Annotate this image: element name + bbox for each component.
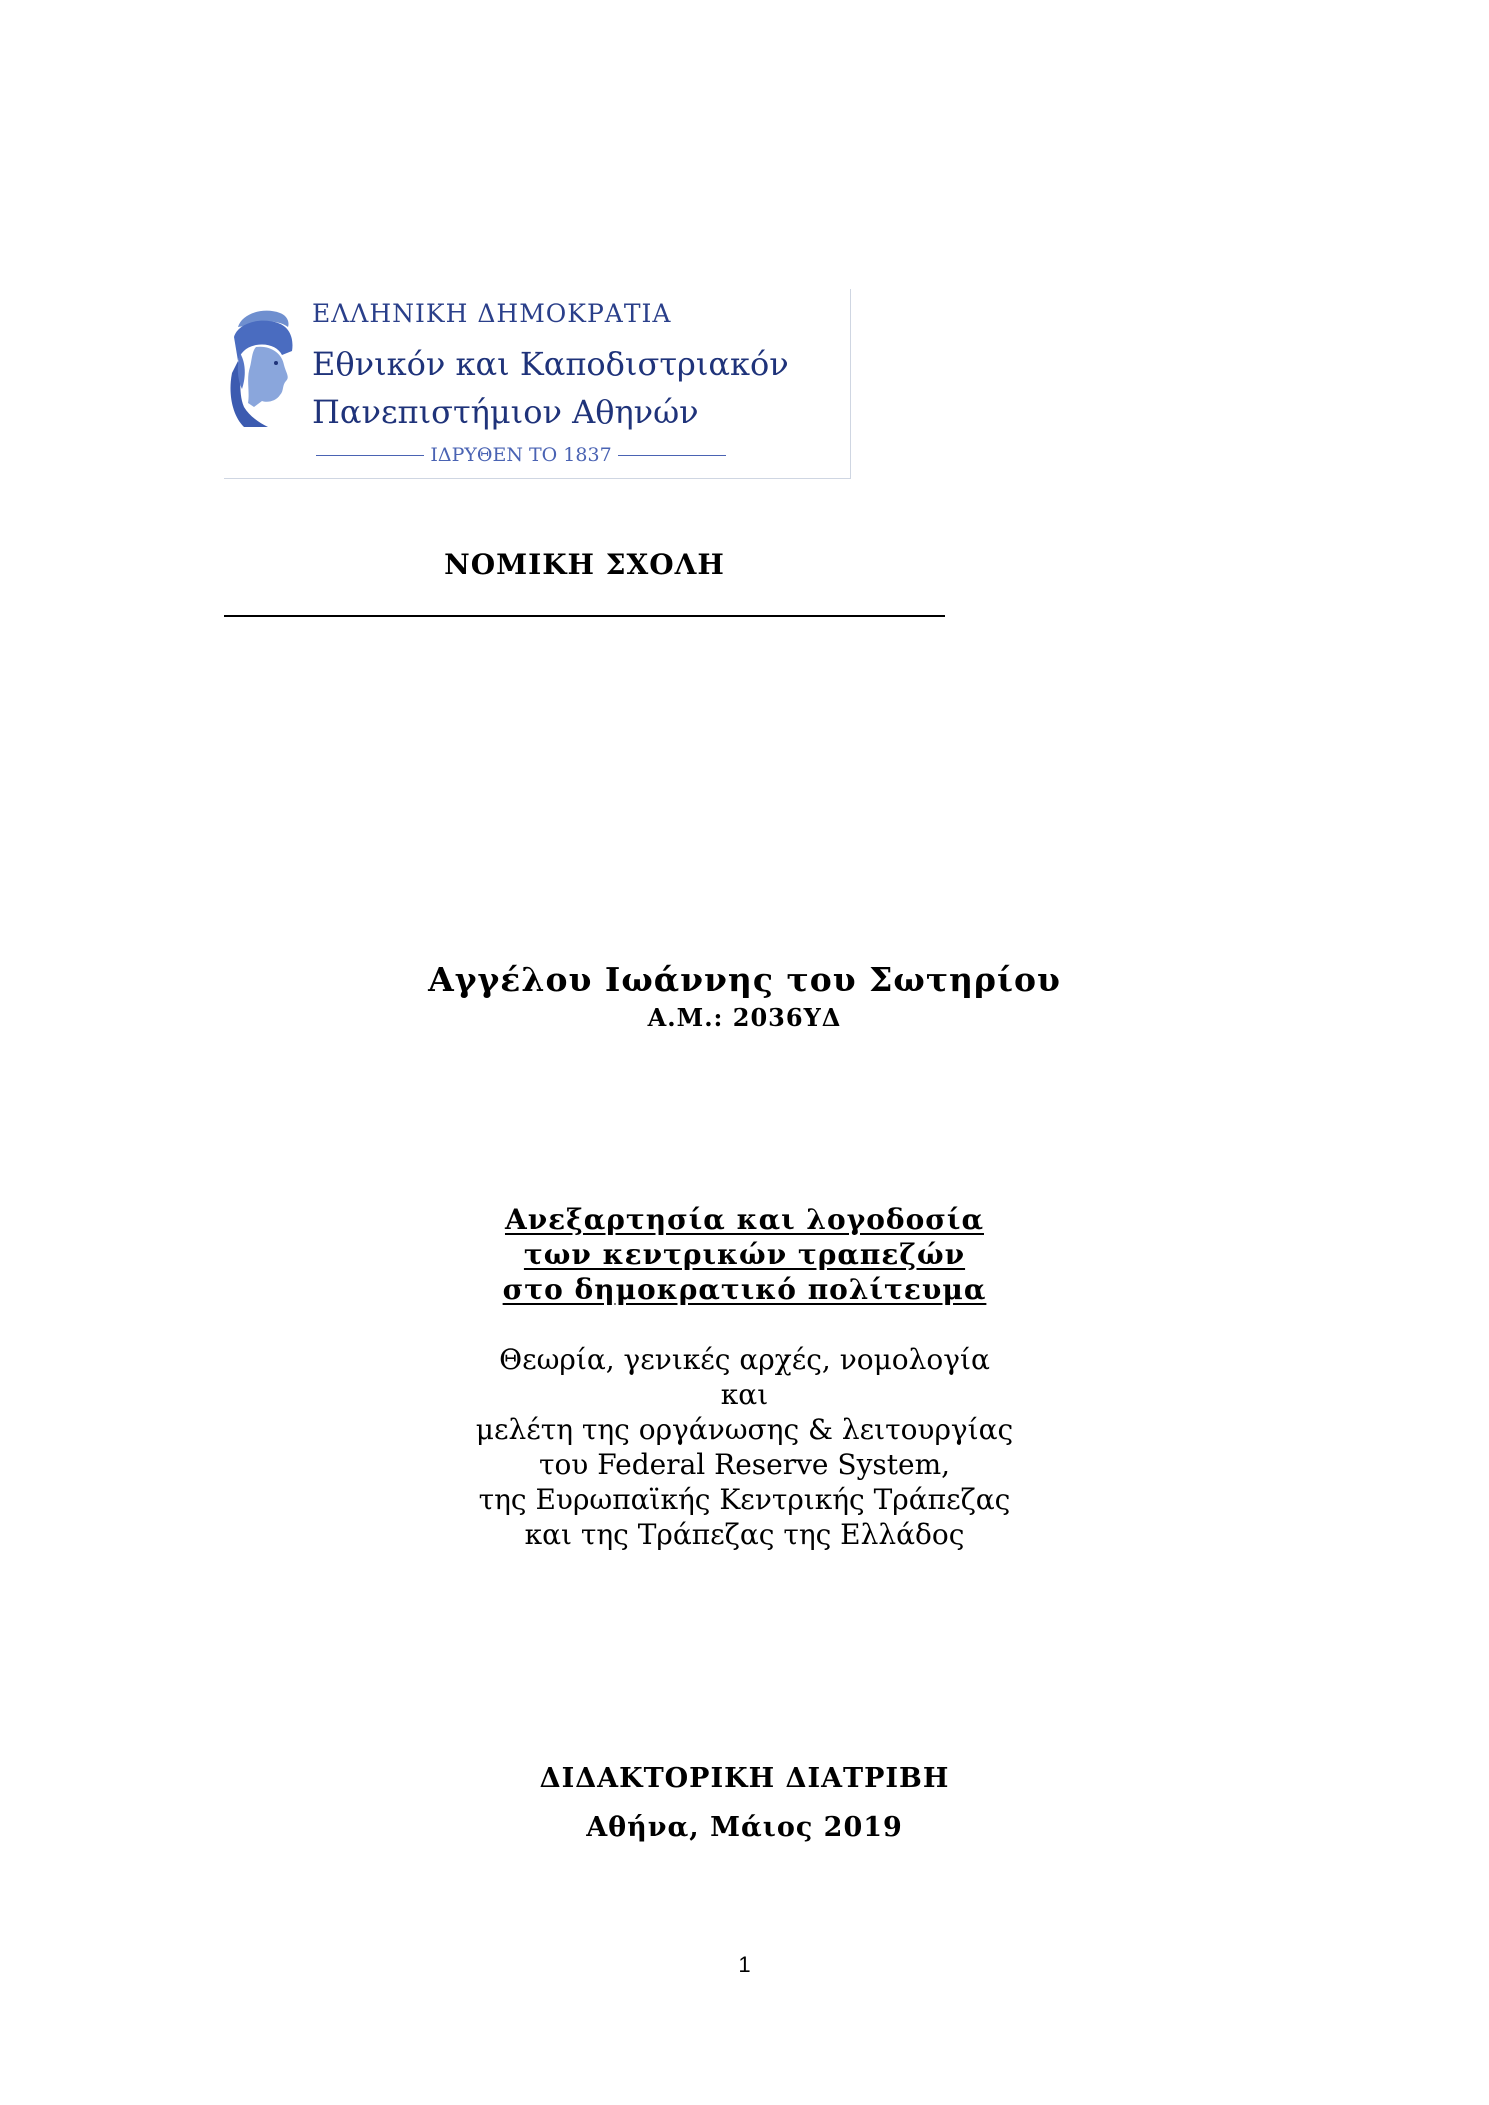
author-name: Αγγέλου Ιωάννης του Σωτηρίου (428, 960, 1061, 999)
university-name-line2: Πανεπιστήμιον Αθηνών (312, 393, 699, 431)
subtitle-line4: του Federal Reserve System, (538, 1448, 951, 1481)
thesis-title-line3: στο δημοκρατικό πολίτευμα (502, 1273, 987, 1306)
subtitle-line2: και (720, 1378, 769, 1411)
founded-text: ΙΔΡΥΘΕΝ ΤΟ 1837 (430, 444, 612, 466)
founded-label (316, 444, 726, 466)
founded-rule-right (618, 455, 726, 456)
thesis-title-line2: των κεντρικών τραπεζών (523, 1238, 966, 1271)
page-number: 1 (738, 1952, 751, 1977)
registration-number: Α.Μ.: 2036ΥΔ (647, 1003, 842, 1032)
subtitle-line3: μελέτη της οργάνωσης & λειτουργίας (475, 1413, 1014, 1446)
athena-helmet-emblem-icon (224, 307, 300, 429)
school-divider (224, 615, 945, 617)
subtitle-line5: της Ευρωπαϊκής Κεντρικής Τράπεζας (478, 1483, 1011, 1516)
thesis-type: ΔΙΔΑΚΤΟΡΙΚΗ ΔΙΑΤΡΙΒΗ (539, 1763, 950, 1794)
subtitle-line1: Θεωρία, γενικές αρχές, νομολογία (499, 1343, 990, 1376)
subtitle-line6: και της Τράπεζας της Ελλάδος (524, 1518, 965, 1551)
school-heading: ΝΟΜΙΚΗ ΣΧΟΛΗ (444, 548, 725, 581)
place-date: Αθήνα, Μάιος 2019 (586, 1812, 903, 1843)
thesis-title-line1: Ανεξαρτησία και λογοδοσία (504, 1203, 984, 1236)
university-logo (224, 289, 851, 479)
founded-rule-left (316, 455, 424, 456)
republic-label: ΕΛΛΗΝΙΚΗ ΔΗΜΟΚΡΑΤΙΑ (312, 299, 672, 328)
university-name-line1: Εθνικόν και Καποδιστριακόν (312, 345, 789, 383)
